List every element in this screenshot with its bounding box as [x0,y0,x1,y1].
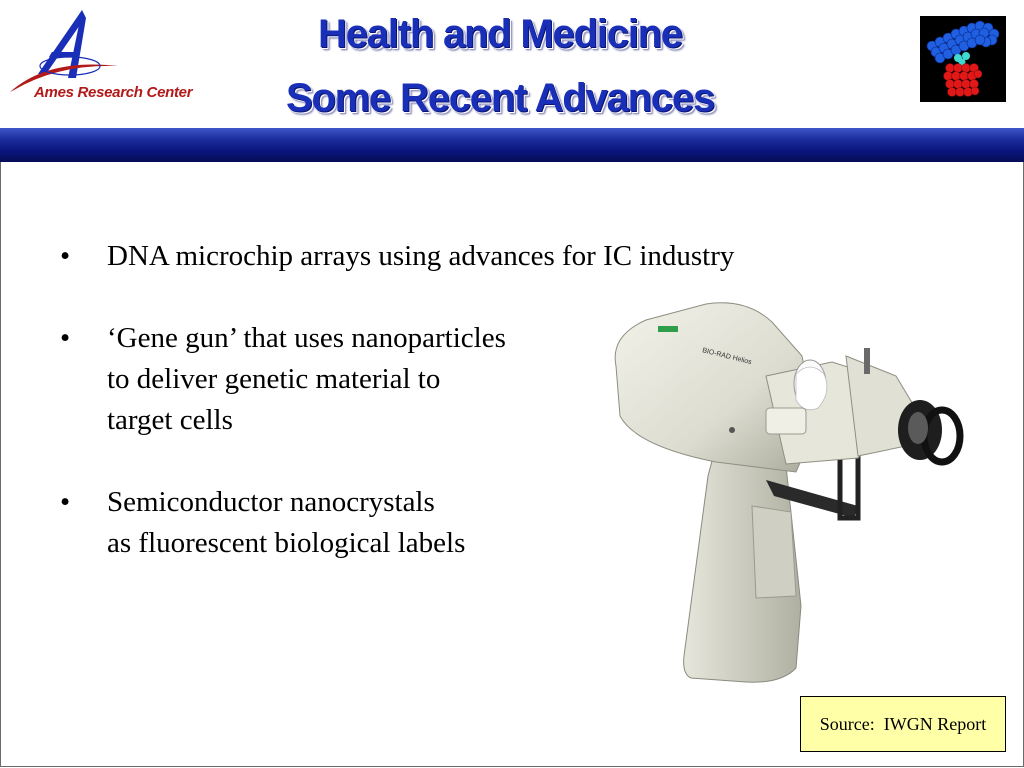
ames-logo [8,8,193,108]
nanotube-molecule-icon [920,16,1006,102]
bullet-marker: • [60,486,71,518]
logo-text: Ames Research Center [34,84,193,101]
bullet-marker: • [60,240,71,272]
bullet-text: ‘Gene gun’ that uses nanoparticles [107,322,506,354]
bullet-text: to deliver genetic material to [107,363,441,395]
title-line-1: Health and Medicine [318,12,682,56]
bullet-marker: • [60,322,71,354]
svg-text:BIO-RAD Helios: BIO-RAD Helios [701,347,753,367]
title-line-2: Some Recent Advances [285,76,715,120]
slide-title [200,2,800,130]
bullet-text: DNA microchip arrays using advances for IC industry [107,240,735,272]
bullet-text: as fluorescent biological labels [107,527,466,559]
bullet-item [60,236,880,277]
gene-gun-image [596,296,976,696]
source-note: Source: IWGN Report [800,696,1006,752]
slide-header [0,0,1024,128]
bullet-text: Semiconductor nanocrystals [107,486,435,518]
header-bar [0,128,1024,162]
bullet-text: target cells [107,404,233,436]
